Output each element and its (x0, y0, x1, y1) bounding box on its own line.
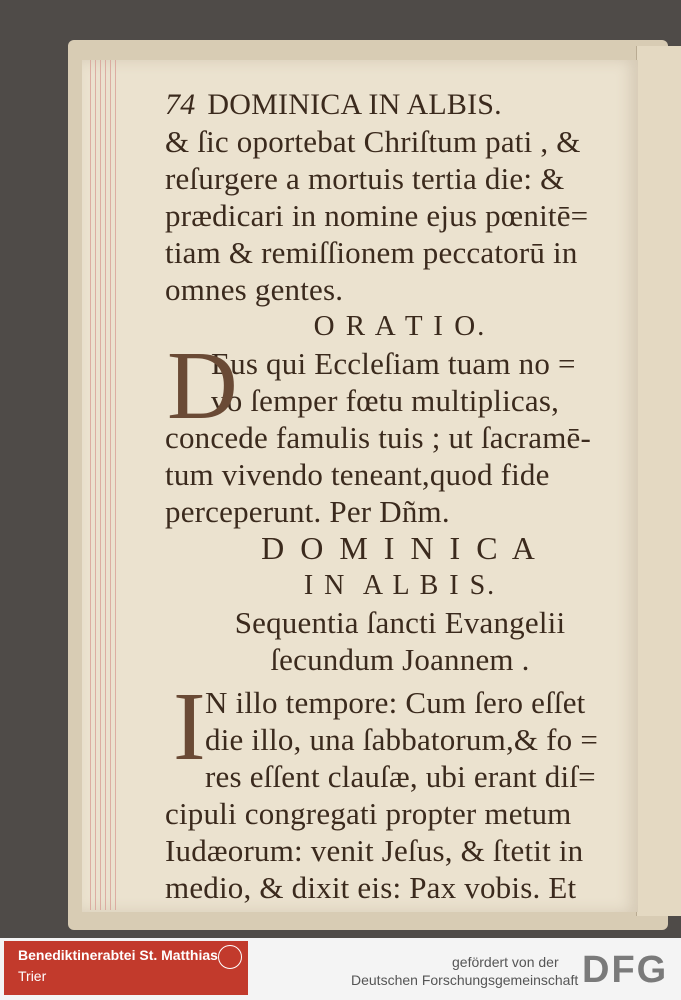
institution-name[interactable]: Benediktinerabtei St. Matthias (18, 947, 218, 963)
text-line: res eſſent clauſæ, ubi erant diſ= (205, 759, 596, 794)
dfg-logo[interactable]: DFG (582, 949, 669, 991)
oratio-heading: O R A T I O. (313, 310, 487, 342)
page-stack-edges (90, 60, 120, 910)
drop-cap-initial: D (167, 332, 238, 440)
section-subtitle: I N A L B I S. (303, 570, 497, 601)
text-line: Eus qui Eccleſiam tuam no = (211, 346, 576, 381)
institution-city: Trier (18, 968, 47, 984)
text-line: die illo, una ſabbatorum,& fo = (205, 722, 599, 757)
text-line: & ſic oportebat Chriſtum pati , & (165, 124, 581, 159)
oratio-paragraph (165, 332, 635, 530)
page-text (165, 86, 635, 906)
section-title: D O M I N I C A (261, 530, 539, 566)
text-line: concede famulis tuis ; ut ſacramē- (165, 420, 591, 455)
text-line: omnes gentes. (165, 272, 344, 307)
funder-name: Deutschen Forschungsgemeinschaft (351, 972, 579, 988)
text-line: tum vivendo teneant,quod fide (165, 457, 550, 492)
running-head (165, 86, 635, 123)
gospel-paragraph (165, 673, 635, 906)
page-number: 74 (165, 88, 196, 121)
text-line: prædicari in nomine ejus pœnitē= (165, 198, 589, 233)
text-line: vo ſemper fœtu multiplicas, (211, 383, 560, 418)
drop-cap-initial: I (173, 673, 206, 781)
text-line: N illo tempore: Cum ſero eſſet (205, 685, 586, 720)
funding-text: gefördert von der (452, 954, 559, 970)
gospel-intro: ſecundum Joannem . (270, 642, 530, 677)
text-line: Iudæorum: venit Jeſus, & ſtetit in (165, 833, 584, 868)
text-line: perceperunt. Per Dñm. (165, 494, 450, 529)
facing-page-edge (636, 46, 681, 916)
text-line: tiam & remiſſionem peccatorū in (165, 235, 578, 270)
text-line: medio, & dixit eis: Pax vobis. Et (165, 870, 577, 905)
running-head-title: DOMINICA IN ALBIS. (207, 88, 502, 121)
institution-logo-icon (218, 945, 242, 969)
gospel-intro: Sequentia ſancti Evangelii (234, 605, 566, 640)
text-line: reſurgere a mortuis tertia die: & (165, 161, 565, 196)
text-line: cipuli congregati propter metum (165, 796, 572, 831)
